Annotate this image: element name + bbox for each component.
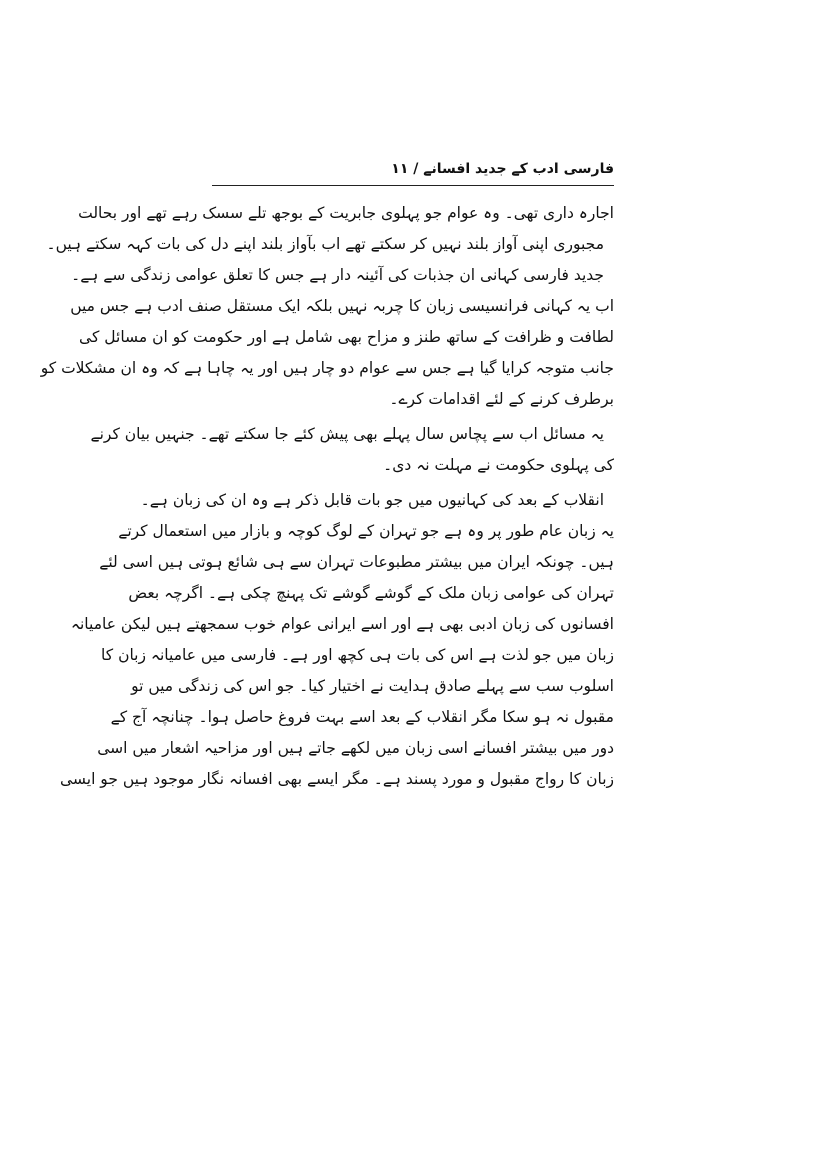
text-line: برطرف کرنے کے لئے اقدامات کرے۔ (389, 390, 614, 408)
text-line: ہیں۔ چونکہ ایران میں بیشتر مطبوعات تہران سے ہی شائع ہوتی ہیں اسی لئے (99, 553, 614, 571)
text-line: جدید فارسی کہانی ان جذبات کی آئینہ دار ہے جس کا تعلق عوامی زندگی سے ہے۔ (71, 266, 604, 284)
text-line: زبان کا رواج مقبول و مورد پسند ہے۔ مگر ایسے بھی افسانہ نگار موجود ہیں جو ایسی (60, 770, 614, 788)
text-line: جانب متوجہ کرایا گیا ہے جس سے عوام دو چار ہیں اور یہ چاہا ہے کہ وہ ان مشکلات کو (40, 359, 614, 377)
text-line: کی پہلوی حکومت نے مہلت نہ دی۔ (383, 456, 614, 474)
text-line: دور میں بیشتر افسانے اسی زبان میں لکھے جاتے ہیں اور مزاحیہ اشعار میں اسی (97, 739, 614, 757)
text-line: افسانوں کی زبان ادبی بھی ہے اور اسے ایرانی عوام خوب سمجھتے ہیں لیکن عامیانہ (70, 615, 614, 633)
text-line: اب یہ کہانی فرانسیسی زبان کا چربہ نہیں بلکہ ایک مستقل صنف ادب ہے جس میں (70, 297, 614, 315)
text-line: اسلوب سب سے پہلے صادق ہدایت نے اختیار کیا۔ جو اس کی زندگی میں تو (131, 677, 614, 695)
text-line: انقلاب کے بعد کی کہانیوں میں جو بات قابل ذکر ہے وہ ان کی زبان ہے۔ (140, 491, 604, 509)
text-line: تہران کی عوامی زبان ملک کے گوشے گوشے تک پہنچ چکی ہے۔ اگرچہ بعض (128, 584, 614, 602)
text-line: مقبول نہ ہو سکا مگر انقلاب کے بعد اسے بہت فروغ حاصل ہوا۔ چنانچہ آج کے (110, 708, 614, 726)
text-line: یہ مسائل اب سے پچاس سال پہلے بھی پیش کئے جا سکتے تھے۔ جنہیں بیان کرنے (90, 425, 604, 443)
header-divider (212, 185, 614, 186)
text-line: اجارہ داری تھی۔ وہ عوام جو پہلوی جابریت کے بوجھ تلے سسک رہے تھے اور بحالت (78, 204, 614, 222)
text-line: یہ زبان عام طور پر وہ ہے جو تہران کے لوگ کوچہ و بازار میں استعمال کرتے (118, 522, 614, 540)
running-title: فارسی ادب کے جدید افسانے / ۱۱ (391, 161, 614, 177)
page-header (212, 158, 614, 184)
text-line: مجبوری اپنی آواز بلند نہیں کر سکتے تھے اب بآواز بلند اپنے دل کی بات کہہ سکتے ہیں۔ (46, 235, 604, 253)
body-text (40, 198, 614, 795)
text-line: زبان میں جو لذت ہے اس کی بات ہی کچھ اور ہے۔ فارسی میں عامیانہ زبان کا (101, 646, 614, 664)
text-line: لطافت و ظرافت کے ساتھ طنز و مزاح بھی شامل ہے اور حکومت کو ان مسائل کی (79, 328, 614, 346)
